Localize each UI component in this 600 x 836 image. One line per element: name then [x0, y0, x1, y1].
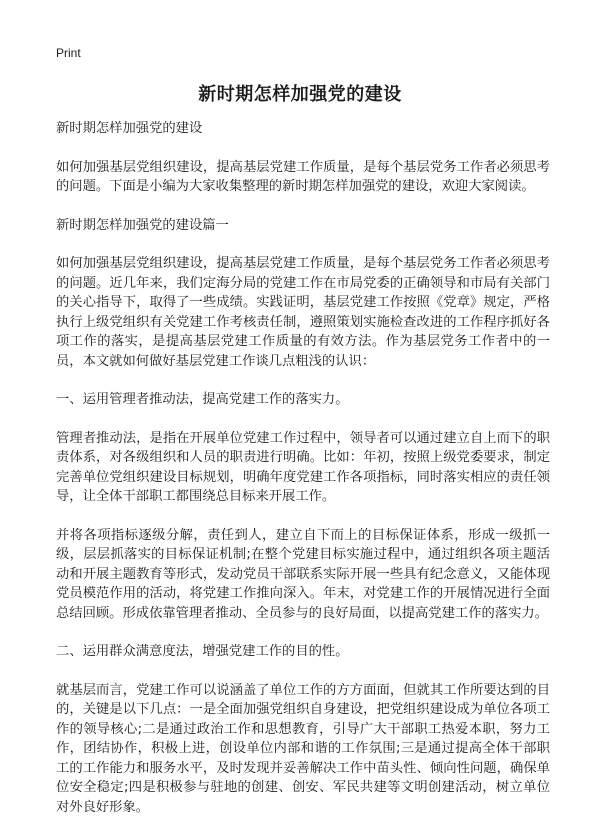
intro-paragraph: 如何加强基层党组织建设，提高基层党建工作质量，是每个基层党务工作者必须思考的问题。下面是小编为大家收集整理的新时期怎样加强党的建设，欢迎大家阅读。 — [56, 159, 550, 194]
section-heading: 一、运用管理者推动法，提高党建工作的落实力。 — [56, 392, 349, 407]
article-body — [56, 119, 550, 836]
body-paragraph: 并将各项指标逐级分解，责任到人，建立自下而上的目标保证体系，形成一级抓一级，层层抓落实的目标保证机制;在整个党建目标实施过程中，通过组织各项主题活动和开展主题教育等形式，发动党员干部联系实际开展一些具有纪念意义，又能体现党员模范作用的活动，将党建工作推向深入。年末，对党建工作的开展情况进行全面总结回顾。形成依靠管理者推动、全员参与的良好局面，以提高党建工作的落实力。 — [56, 527, 550, 621]
body-paragraph: 管理者推动法，是指在开展单位党建工作过程中，领导者可以通过建立自上而下的职责体系，对各级组织和人员的职责进行明确。比如：年初，按照上级党委要求，制定完善单位党组织建设目标规划，明确年度党建工作各项指标，同时落实相应的责任领导，让全体干部职工都围绕总目标来开展工作。 — [56, 430, 550, 504]
body-paragraph: 如何加强基层党组织建设，提高基层党建工作质量，是每个基层党务工作者必须思考的问题。近几年来，我们定海分局的党建工作在市局党委的正确领导和市局有关部门的关心指导下，取得了一些成绩。实践证明，基层党建工作按照《党章》规定，严格执行上级党组织有关党建工作考核责任制，遵照策划实施检查改进的工作程序抓好各项工作的落实，是提高基层党建工作质量的有效方法。作为基层党务工作者中的一员，本文就如何做好基层党建工作谈几点粗浅的认识： — [56, 256, 550, 369]
print-link[interactable]: Print — [56, 46, 81, 60]
subtitle-paragraph: 新时期怎样加强党的建设 — [56, 121, 203, 136]
section-heading: 二、运用群众满意度法，增强党建工作的目的性。 — [56, 644, 349, 659]
section-heading: 新时期怎样加强党的建设篇一 — [56, 217, 229, 233]
page-title: 新时期怎样加强党的建设 — [198, 84, 402, 105]
body-paragraph: 就基层而言，党建工作可以说涵盖了单位工作的方方面面，但就其工作所要达到的目的，关键是以下几点：一是全面加强党组织自身建设，把党组织建设成为单位各项工作的领导核心;二是通过政治工作和思想教育，引导广大干部职工热爱本职，努力工作，团结协作，积极上进，创设单位内部和谐的工作氛围;三是通过提高全体干部职工的工作能力和服务水平，及时发现并妥善解决工作中苗头性、倾向性问题，确保单位安全稳定;四是积极参与驻地的创建、创安、军民共建等文明创建活动，树立单位对外良好形象。 — [56, 682, 550, 815]
